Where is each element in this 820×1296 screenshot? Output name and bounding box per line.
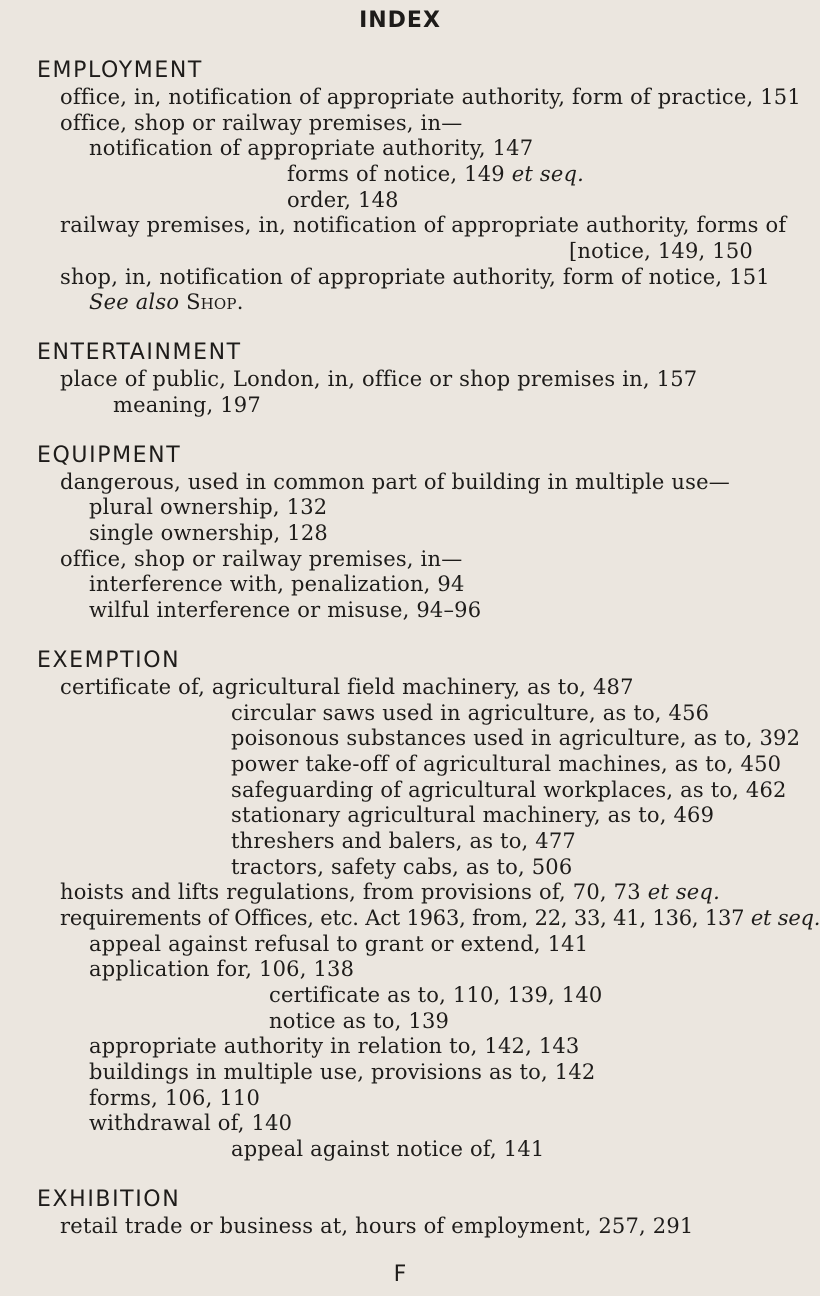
heading-exemption: EXEMPTION	[37, 648, 181, 673]
index-entry: office, shop or railway premises, in—	[60, 111, 463, 135]
index-entry: safeguarding of agricultural workplaces, as to, 462	[231, 778, 787, 802]
page-title: INDEX	[359, 8, 441, 33]
index-entry: plural ownership, 132	[89, 495, 328, 519]
index-entry: appeal against notice of, 141	[231, 1137, 545, 1161]
index-entry: place of public, London, in, office or shop premises in, 157	[60, 367, 698, 391]
index-entry: forms of notice, 149 et seq.	[287, 162, 584, 186]
heading-employment: EMPLOYMENT	[37, 58, 203, 83]
index-entry: notice as to, 139	[269, 1009, 450, 1033]
index-entry: withdrawal of, 140	[89, 1111, 293, 1135]
index-entry: hoists and lifts regulations, from provisions of, 70, 73 et seq.	[60, 880, 720, 904]
index-entry: single ownership, 128	[89, 521, 328, 545]
index-entry: meaning, 197	[113, 393, 261, 417]
heading-exhibition: EXHIBITION	[37, 1187, 181, 1212]
section-letter: F	[393, 1262, 407, 1287]
index-entry: tractors, safety cabs, as to, 506	[231, 855, 573, 879]
index-entry: power take-off of agricultural machines, as to, 450	[231, 752, 782, 776]
heading-equipment: EQUIPMENT	[37, 443, 182, 468]
index-entry: certificate of, agricultural field machinery, as to, 487	[60, 675, 634, 699]
see-also-reference: See also Shop.	[89, 290, 244, 314]
index-entry: retail trade or business at, hours of employment, 257, 291	[60, 1214, 694, 1238]
index-entry: circular saws used in agriculture, as to, 456	[231, 701, 710, 725]
heading-entertainment: ENTERTAINMENT	[37, 340, 242, 365]
index-entry: [notice, 149, 150	[569, 239, 753, 263]
index-entry: shop, in, notification of appropriate authority, form of notice, 151	[60, 265, 770, 289]
index-entry: certificate as to, 110, 139, 140	[269, 983, 603, 1007]
index-entry: forms, 106, 110	[89, 1086, 261, 1110]
index-entry: buildings in multiple use, provisions as to, 142	[89, 1060, 596, 1084]
index-entry: order, 148	[287, 188, 399, 212]
index-entry: requirements of Offices, etc. Act 1963, from, 22, 33, 41, 136, 137 et seq.	[60, 906, 820, 930]
index-entry: poisonous substances used in agriculture, as to, 392	[231, 726, 801, 750]
index-entry: notification of appropriate authority, 147	[89, 136, 534, 160]
index-entry: stationary agricultural machinery, as to, 469	[231, 803, 715, 827]
index-entry: application for, 106, 138	[89, 957, 355, 981]
index-entry: appeal against refusal to grant or extend, 141	[89, 932, 589, 956]
index-entry: appropriate authority in relation to, 142, 143	[89, 1034, 580, 1058]
index-entry: office, shop or railway premises, in—	[60, 547, 463, 571]
index-entry: railway premises, in, notification of appropriate authority, forms of	[60, 213, 787, 237]
index-entry: threshers and balers, as to, 477	[231, 829, 576, 853]
index-entry: dangerous, used in common part of building in multiple use—	[60, 470, 730, 494]
index-entry: interference with, penalization, 94	[89, 572, 465, 596]
index-entry: wilful interference or misuse, 94–96	[89, 598, 482, 622]
index-entry: office, in, notification of appropriate authority, form of practice, 151	[60, 85, 801, 109]
